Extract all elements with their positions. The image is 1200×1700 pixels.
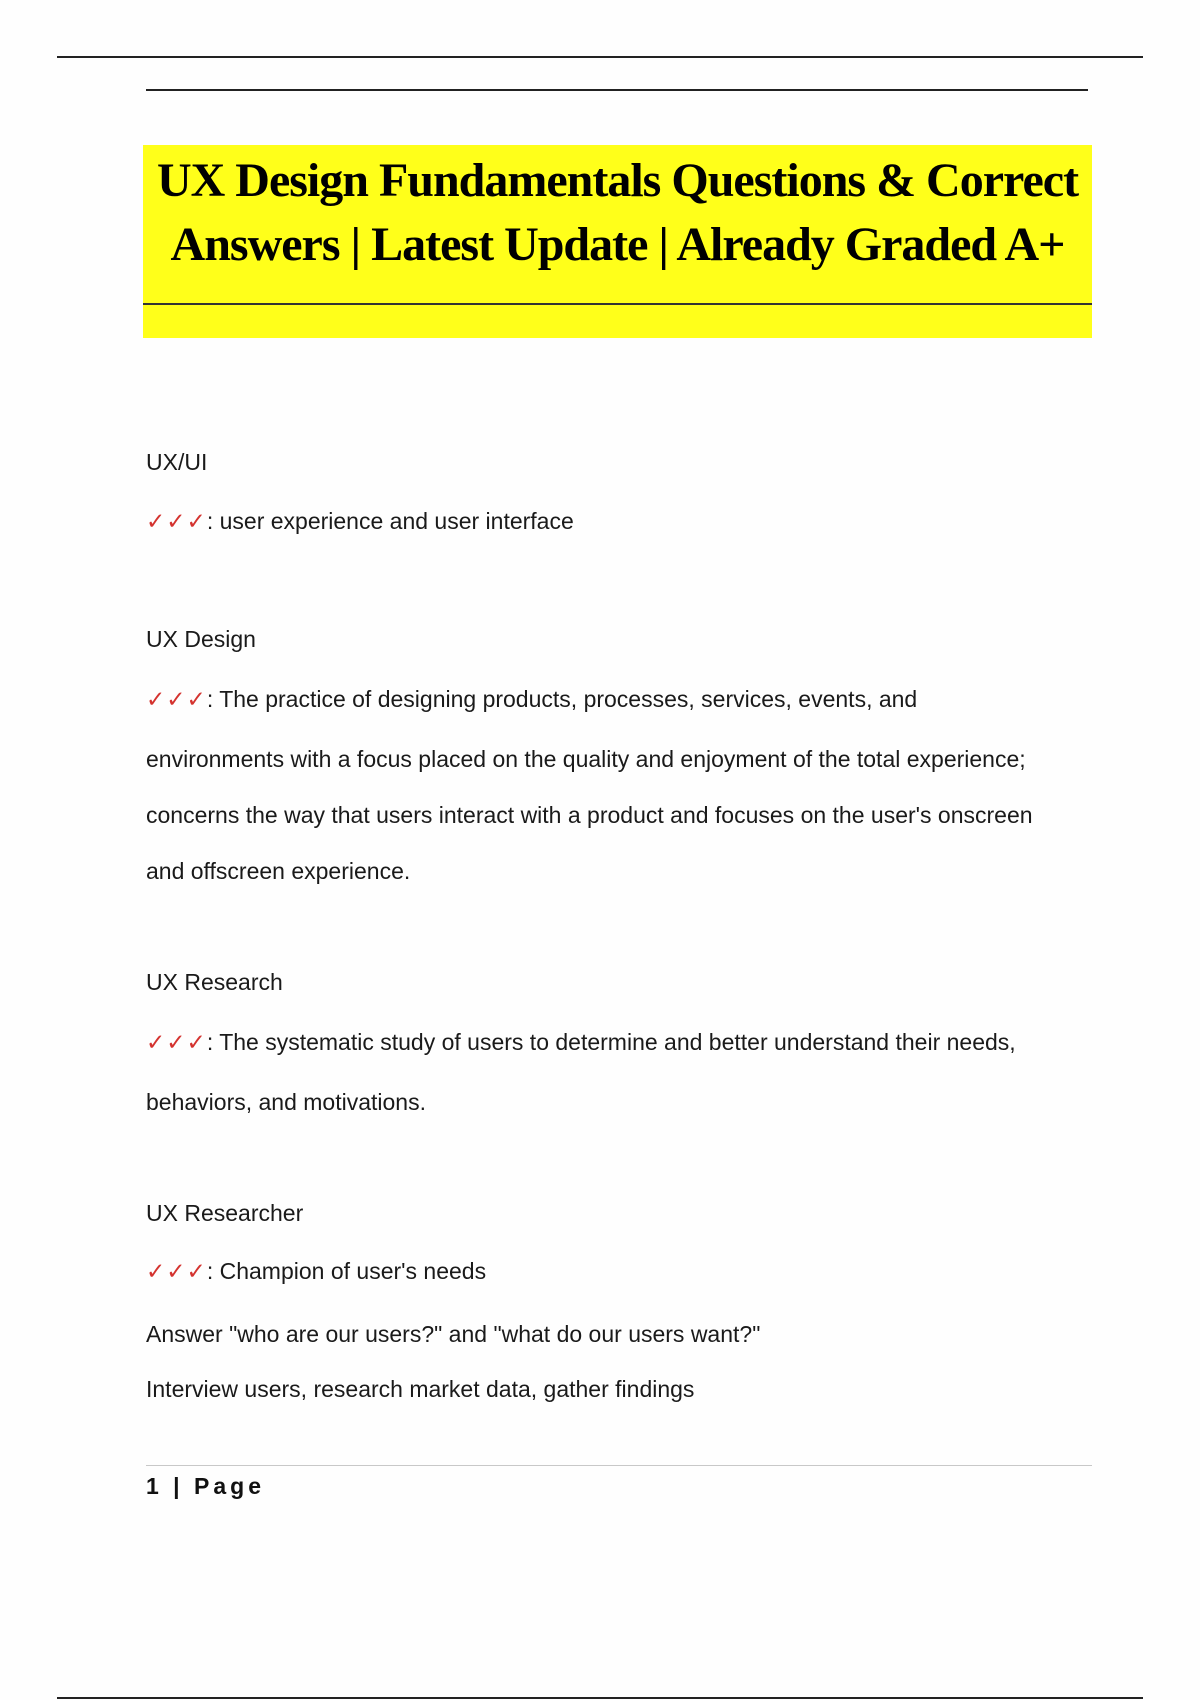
answer-line: behaviors, and motivations. [146, 1089, 426, 1115]
title-line-2: Answers | Latest Update | Already Graded A+ [170, 218, 1065, 271]
title-underline [143, 303, 1092, 305]
answer-line: ✓✓✓: The practice of designing products, processes, services, events, and [146, 686, 918, 712]
checkmark-icon: ✓✓✓ [146, 1029, 207, 1055]
bottom-rule [57, 1697, 1143, 1699]
header-rule [57, 56, 1143, 58]
title-line-1: UX Design Fundamentals Questions & Correct [156, 154, 1079, 207]
title-banner [143, 145, 1092, 338]
answer-line: ✓✓✓: Champion of user's needs [146, 1258, 487, 1284]
checkmark-icon: ✓✓✓ [146, 686, 207, 712]
footer-rule [146, 1465, 1092, 1466]
answer-line: concerns the way that users interact with a product and focuses on the user's onscreen [146, 802, 1033, 828]
answer-line: Answer "who are our users?" and "what do our users want?" [146, 1321, 761, 1347]
checkmark-icon: ✓✓✓ [146, 1258, 207, 1284]
answer-line: and offscreen experience. [146, 858, 411, 884]
document-title [143, 149, 1092, 277]
answer-line: ✓✓✓: The systematic study of users to determine and better understand their needs, [146, 1029, 1016, 1055]
term-heading: UX Design [146, 626, 256, 652]
term-heading: UX/UI [146, 449, 208, 475]
page-number: 1 | Page [146, 1473, 265, 1499]
answer-line: ✓✓✓: user experience and user interface [146, 508, 574, 534]
checkmark-icon: ✓✓✓ [146, 508, 207, 534]
term-heading: UX Research [146, 969, 283, 995]
term-heading: UX Researcher [146, 1200, 304, 1226]
answer-line: Interview users, research market data, gather findings [146, 1376, 695, 1402]
answer-line: environments with a focus placed on the quality and enjoyment of the total experience; [146, 746, 1026, 772]
header-inner-rule [146, 89, 1088, 91]
